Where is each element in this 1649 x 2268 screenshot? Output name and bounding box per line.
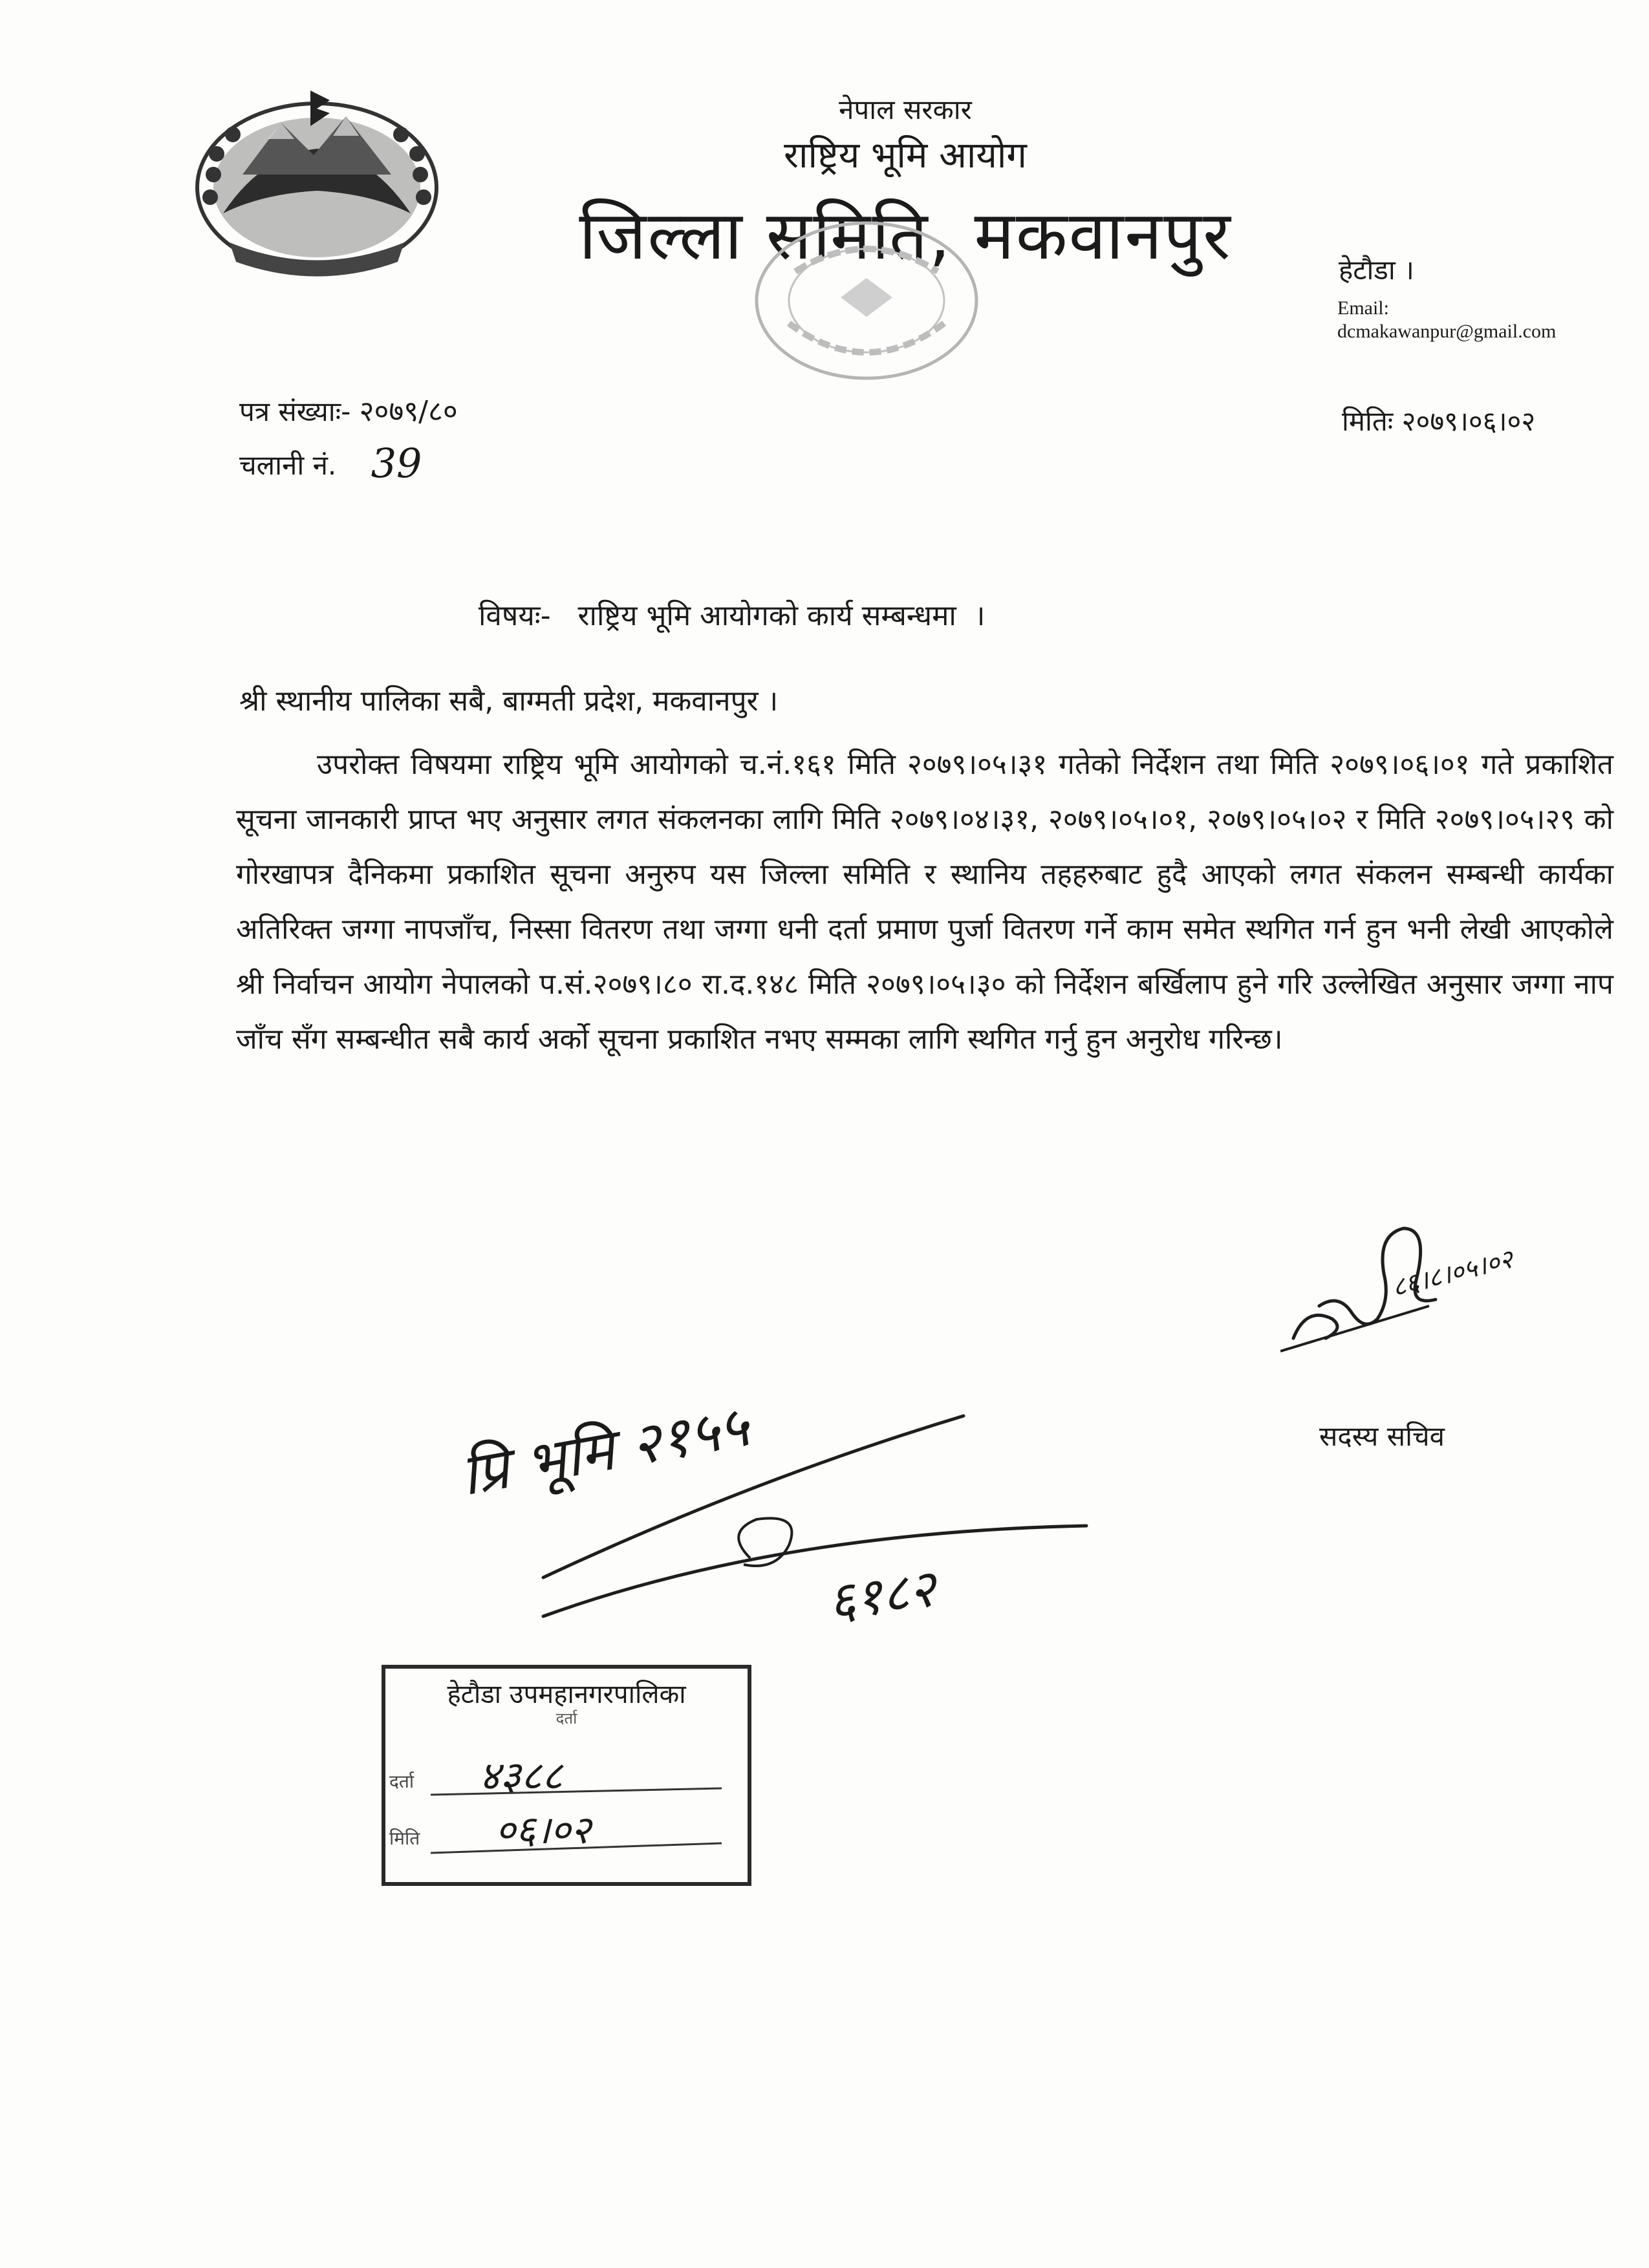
subject-label: विषयः- [479, 599, 551, 632]
office-seal [744, 213, 989, 388]
office-name: जिल्ला समिति, मकवानपुर [579, 196, 1232, 275]
subject-line [479, 595, 985, 634]
date-value: २०७९।०६।०२ [1401, 405, 1536, 437]
subject-text: राष्ट्रिय भूमि आयोगको कार्य सम्बन्धमा । [577, 599, 986, 632]
letter-date [1342, 402, 1535, 439]
stamp-reg-label: दर्ता [389, 1771, 415, 1792]
stamp-subtitle: दर्ता [555, 1709, 577, 1728]
email-address: dcmakawanpur@gmail.com [1337, 321, 1557, 342]
stamp-title: हेटौडा उपमहानगरपालिका [447, 1680, 686, 1709]
government-emblem [184, 78, 449, 284]
seal-icon [744, 213, 989, 388]
stamp-date: ०६।०२ [495, 1808, 591, 1853]
city-name: हेटौडा । [1339, 254, 1414, 286]
dispatch-number [239, 440, 422, 487]
ref-label: पत्र संख्याः- [239, 396, 351, 427]
signatory-title: सदस्य सचिव [1319, 1420, 1445, 1452]
dispatch-label: चलानी नं. [239, 449, 337, 481]
commission-name: राष्ट्रिय भूमि आयोग [784, 134, 1027, 177]
secretary-signature [1280, 1209, 1604, 1377]
letter-body: उपरोक्त विषयमा राष्ट्रिय भूमि आयोगको च.नं.१६१ मिति २०७९।०५।३१ गतेको निर्देशन तथा मिति २०७९।०६।०१ गते प्रकाशित सूचना जानकारी प्राप्त भए अनुसार लगत संकलनका लागि मिति २०७९।०४।३१, २०७९।०५।०१, २०७९।०५।०२ र मिति २०७९।०५।२९ को गोरखापत्र दैनिकमा प्रकाशित सूचना अनुरुप यस जिल्ला समिति र स्थानिय तहहरुबाट हुदै आएको लगत संकलन सम्बन्धी कार्यका अतिरिक्त जग्गा नापजाँच, निस्सा वितरण तथा जग्गा धनी दर्ता प्रमाण पुर्जा वितरण गर्ने काम समेत स्थगित गर्न हुन भनी लेखी आएकोले श्री निर्वाचन आयोग नेपालको प.सं.२०७९।८० रा.द.१४८ मिति २०७९।०५।३० को निर्देशन बर्खिलाप हुने गरि उल्लेखित अनुसार जग्गा नाप जाँच सँग सम्बन्धीत सबै कार्य अर्को सूचना प्रकाशित नभए सम्मका लागि स्थगित गर्नु हुन अनुरोध गरिन्छ। [236, 748, 1614, 1056]
registration-stamp [382, 1665, 751, 1886]
stamp-date-label: मिति [389, 1828, 420, 1849]
addressee: श्री स्थानीय पालिका सबै, बाग्मती प्रदेश, मकवानपुर । [239, 685, 779, 718]
signature-icon [1280, 1209, 1604, 1377]
stamp-lines-icon [385, 1669, 748, 1882]
ref-value: २०७९/८० [359, 395, 458, 428]
dispatch-value: 39 [371, 440, 422, 487]
date-label: मितिः [1342, 405, 1394, 437]
government-name: नेपाल सरकार [839, 94, 972, 125]
stamp-reg-number: ४३८८ [479, 1752, 563, 1799]
note-line-2: ६१८२ [824, 1557, 940, 1633]
note-line-1: प्रि भूमि २१५५ [456, 1392, 754, 1509]
signature-date: ८६।८।०५।०२ [1388, 1244, 1516, 1303]
handwritten-notes [440, 1325, 1112, 1662]
email-label: Email: [1337, 297, 1389, 319]
reference-number [239, 390, 458, 429]
emblem-icon [184, 78, 449, 284]
